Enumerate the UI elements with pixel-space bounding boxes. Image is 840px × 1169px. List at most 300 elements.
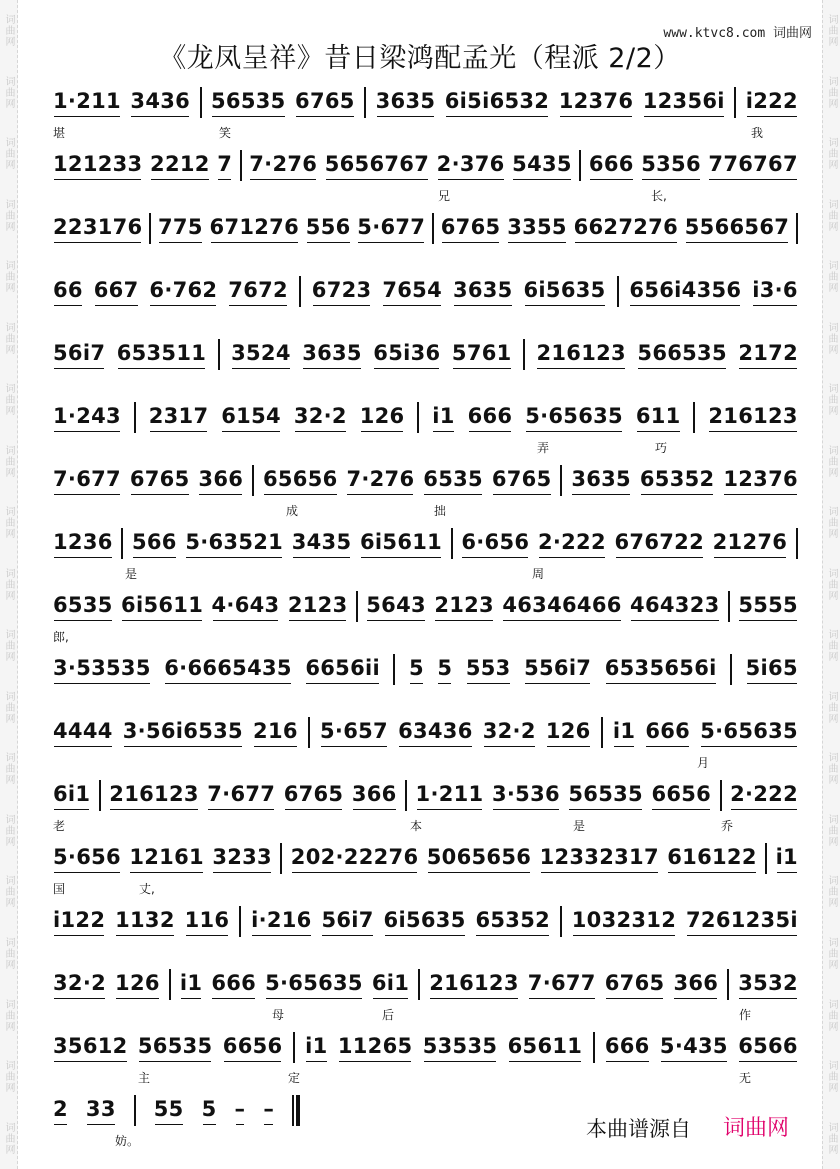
note-group: 2123 xyxy=(434,593,494,624)
note-group: 65656 xyxy=(263,467,338,498)
note-group: 616122 xyxy=(667,845,756,876)
note-group: 776767 xyxy=(708,152,797,183)
note-group: 556i7 xyxy=(524,656,591,687)
watermark-text: 词曲网 xyxy=(826,690,837,724)
note-group: 12332317 xyxy=(540,845,659,876)
bar-line xyxy=(418,969,420,1000)
watermark-text: 词曲网 xyxy=(826,629,837,663)
lyric-text: 兄 xyxy=(438,189,451,203)
lyric-text: 堪 xyxy=(53,126,66,140)
lyric-text: 郎, xyxy=(53,630,69,644)
note-group: 6i5611 xyxy=(121,593,203,624)
notation-line xyxy=(53,147,798,183)
note-group: 66 xyxy=(53,278,83,309)
lyric-text: 后 xyxy=(382,1008,395,1022)
note-group: 126 xyxy=(546,719,591,750)
note-group: 5656767 xyxy=(325,152,429,183)
note-group: i·216 xyxy=(251,908,312,939)
note-group: 6535 xyxy=(423,467,483,498)
note-group: 21276 xyxy=(713,530,788,561)
note-group: 1236 xyxy=(53,530,113,561)
note-group: 1·211 xyxy=(53,89,121,120)
bar-line xyxy=(149,213,151,244)
footer-brand-link[interactable]: 词曲网 xyxy=(723,1116,790,1141)
score-row xyxy=(53,273,798,336)
page-title: 《龙凤呈祥》昔日梁鸿配孟光（程派 2/2） xyxy=(159,43,681,74)
note-group: 3·53535 xyxy=(53,656,151,687)
lyric-text: 是 xyxy=(573,819,586,833)
note-group: 63436 xyxy=(398,719,473,750)
site-header[interactable]: www.ktvc8.com 词曲网 xyxy=(663,26,812,41)
note-group: 6627276 xyxy=(574,215,678,246)
score-row xyxy=(53,1029,798,1092)
watermark-text: 词曲网 xyxy=(826,75,837,109)
note-group: i1 xyxy=(776,845,798,876)
lyric-text: 作 xyxy=(739,1008,752,1022)
note-group: 3355 xyxy=(507,215,567,246)
end-bar-line xyxy=(292,1095,300,1126)
note-group: 65352 xyxy=(640,467,715,498)
note-group: 5065656 xyxy=(427,845,531,876)
notation-line xyxy=(53,210,798,246)
note-group: 202·22276 xyxy=(291,845,419,876)
note-group: 12376 xyxy=(723,467,798,498)
bar-line xyxy=(765,843,767,874)
watermark-text: 词曲网 xyxy=(826,875,837,909)
watermark-text: 词曲网 xyxy=(3,506,14,540)
note-group: 666 xyxy=(468,404,513,435)
note-group: 7654 xyxy=(382,278,442,309)
watermark-text: 词曲网 xyxy=(3,198,14,232)
watermark-text: 词曲网 xyxy=(826,260,837,294)
watermark-text: 词曲网 xyxy=(826,1121,837,1155)
note-group: 56i7 xyxy=(321,908,373,939)
note-group: 32·2 xyxy=(483,719,536,750)
score-row xyxy=(53,966,798,1029)
note-group: 3635 xyxy=(376,89,436,120)
note-group: 56535 xyxy=(138,1034,213,1065)
note-group: 6656 xyxy=(651,782,711,813)
lyric-text: 巧 xyxy=(655,441,668,455)
bar-line xyxy=(617,276,619,307)
watermark-text: 词曲网 xyxy=(826,198,837,232)
note-group: 3435 xyxy=(292,530,352,561)
lyric-text: 弄 xyxy=(537,441,550,455)
lyric-text: 定 xyxy=(288,1071,301,1085)
note-group: 3635 xyxy=(453,278,513,309)
note-group: 5 xyxy=(437,656,452,687)
watermark-text: 词曲网 xyxy=(826,321,837,355)
watermark-text: 词曲网 xyxy=(826,14,837,48)
watermark-text: 词曲网 xyxy=(3,752,14,786)
score-row xyxy=(53,840,798,903)
watermark-text: 词曲网 xyxy=(826,752,837,786)
lyric-text: 丈, xyxy=(139,882,155,896)
bar-line xyxy=(121,528,123,559)
note-group: 4·643 xyxy=(212,593,280,624)
note-group: 12376 xyxy=(559,89,634,120)
bar-line xyxy=(796,213,798,244)
note-group: 7·677 xyxy=(207,782,275,813)
note-group: 2123 xyxy=(288,593,348,624)
note-group: 6i5635 xyxy=(524,278,606,309)
bar-line xyxy=(730,654,732,685)
score-row xyxy=(53,210,798,273)
watermark-text: 词曲网 xyxy=(3,998,14,1032)
note-group: 666 xyxy=(645,719,690,750)
note-group: 366 xyxy=(198,467,243,498)
lyric-text: 乔 xyxy=(721,819,734,833)
note-group: 121233 xyxy=(53,152,142,183)
watermark-text: 词曲网 xyxy=(3,813,14,847)
bar-line xyxy=(693,402,695,433)
note-group: 5i65 xyxy=(746,656,798,687)
bar-line xyxy=(200,87,202,118)
note-group: 7261235i xyxy=(686,908,798,939)
notation-line xyxy=(53,588,798,624)
notation-line xyxy=(53,525,798,561)
lyric-text: 国 xyxy=(53,882,66,896)
watermark-text: 词曲网 xyxy=(3,936,14,970)
watermark-text: 词曲网 xyxy=(3,444,14,478)
note-group: 6723 xyxy=(312,278,372,309)
note-group: 7·276 xyxy=(249,152,317,183)
note-group: i222 xyxy=(746,89,798,120)
note-group: 116 xyxy=(185,908,230,939)
note-group: 5435 xyxy=(512,152,572,183)
note-group: 1·243 xyxy=(53,404,121,435)
note-group: 667 xyxy=(94,278,139,309)
bar-line xyxy=(169,969,171,1000)
bar-line xyxy=(432,213,434,244)
note-group: 1032312 xyxy=(572,908,676,939)
note-group: 6·762 xyxy=(149,278,217,309)
notation-line xyxy=(53,651,798,687)
note-group: 46346466 xyxy=(502,593,621,624)
notation-line xyxy=(53,336,798,372)
note-group: 6765 xyxy=(441,215,501,246)
watermark-text: 词曲网 xyxy=(826,936,837,970)
note-group: 556 xyxy=(306,215,351,246)
note-group: 216123 xyxy=(109,782,198,813)
note-group: 1132 xyxy=(115,908,175,939)
note-group: 6i5635 xyxy=(384,908,466,939)
note-group: 666 xyxy=(605,1034,650,1065)
note-group: 2212 xyxy=(150,152,210,183)
bar-line xyxy=(728,591,730,622)
watermark-text: 词曲网 xyxy=(3,629,14,663)
note-group: 12356i xyxy=(643,89,725,120)
note-group: 566535 xyxy=(637,341,726,372)
bar-line xyxy=(99,780,101,811)
bar-line xyxy=(451,528,453,559)
bar-line xyxy=(579,150,581,181)
note-group: 5761 xyxy=(452,341,512,372)
watermark-text: 词曲网 xyxy=(3,1121,14,1155)
bar-line xyxy=(720,780,722,811)
note-group: 6566 xyxy=(738,1034,798,1065)
watermark-text: 词曲网 xyxy=(3,1060,14,1094)
note-group: – xyxy=(235,1097,246,1128)
note-group: 3233 xyxy=(212,845,272,876)
bar-line xyxy=(134,1095,136,1126)
bar-line xyxy=(364,87,366,118)
note-group: i3·6 xyxy=(752,278,798,309)
note-group: i1 xyxy=(305,1034,327,1065)
note-group: 65i36 xyxy=(373,341,440,372)
watermark-text: 词曲网 xyxy=(3,383,14,417)
note-group: 216123 xyxy=(708,404,797,435)
note-group: 7·677 xyxy=(528,971,596,1002)
note-group: i1 xyxy=(432,404,454,435)
notation-line xyxy=(53,462,798,498)
note-group: 126 xyxy=(115,971,160,1002)
note-group: 6·6665435 xyxy=(164,656,292,687)
note-group: 2317 xyxy=(149,404,209,435)
note-group: 56535 xyxy=(211,89,286,120)
note-group: 5643 xyxy=(366,593,426,624)
note-group: 35612 xyxy=(53,1034,128,1065)
bar-line xyxy=(218,339,220,370)
note-group: 2·222 xyxy=(538,530,606,561)
note-group: 666 xyxy=(211,971,256,1002)
score-row xyxy=(53,903,798,966)
notation-line xyxy=(53,84,798,120)
note-group: 5555 xyxy=(738,593,798,624)
note-group: 2·222 xyxy=(730,782,798,813)
footer-source-label: 本曲谱源自 xyxy=(586,1117,691,1141)
watermark-text: 词曲网 xyxy=(826,506,837,540)
note-group: 366 xyxy=(352,782,397,813)
note-group: 12161 xyxy=(129,845,204,876)
note-group: 6765 xyxy=(295,89,355,120)
note-group: 656i4356 xyxy=(629,278,741,309)
bar-line xyxy=(308,717,310,748)
lyric-text: 是 xyxy=(125,567,138,581)
watermark-text: 词曲网 xyxy=(3,260,14,294)
note-group: 216 xyxy=(253,719,298,750)
notation-line xyxy=(53,903,798,939)
note-group: 6i5611 xyxy=(360,530,442,561)
note-group: 6765 xyxy=(492,467,552,498)
note-group: 6i1 xyxy=(53,782,90,813)
note-group: 3524 xyxy=(231,341,291,372)
score-row xyxy=(53,147,798,210)
bar-line xyxy=(134,402,136,433)
bar-line xyxy=(240,150,242,181)
note-group: 666 xyxy=(589,152,634,183)
note-group: 33 xyxy=(86,1097,116,1128)
note-group: 7·677 xyxy=(53,467,121,498)
note-group: 2·376 xyxy=(437,152,505,183)
note-group: 216123 xyxy=(536,341,625,372)
note-group: 464323 xyxy=(630,593,719,624)
note-group: 6535656i xyxy=(605,656,717,687)
note-group: 3532 xyxy=(738,971,798,1002)
note-group: i1 xyxy=(180,971,202,1002)
note-group: 56i7 xyxy=(53,341,105,372)
score-row xyxy=(53,714,798,777)
bar-line xyxy=(417,402,419,433)
note-group: – xyxy=(263,1097,274,1128)
jianpu-score xyxy=(53,84,798,1155)
bar-line xyxy=(293,1032,295,1063)
watermark-text: 词曲网 xyxy=(3,14,14,48)
watermark-text: 词曲网 xyxy=(826,383,837,417)
notation-line xyxy=(53,399,798,435)
lyric-text: 无 xyxy=(739,1071,752,1085)
lyric-text: 笑 xyxy=(219,126,232,140)
note-group: 53535 xyxy=(423,1034,498,1065)
lyric-text: 成 xyxy=(286,504,299,518)
note-group: 65352 xyxy=(475,908,550,939)
bar-line xyxy=(560,906,562,937)
note-group: 653511 xyxy=(117,341,206,372)
note-group: 223176 xyxy=(53,215,142,246)
note-group: 775 xyxy=(158,215,203,246)
lyric-text: 妨。 xyxy=(115,1134,140,1148)
note-group: 671276 xyxy=(210,215,299,246)
score-row xyxy=(53,588,798,651)
lyric-text: 母 xyxy=(272,1008,285,1022)
lyric-text: 长, xyxy=(651,189,667,203)
bar-line xyxy=(239,906,241,937)
score-row xyxy=(53,462,798,525)
lyric-text: 主 xyxy=(138,1071,151,1085)
watermark-text: 词曲网 xyxy=(826,998,837,1032)
score-row xyxy=(53,336,798,399)
note-group: 3436 xyxy=(130,89,190,120)
note-group: 676722 xyxy=(615,530,704,561)
bar-line xyxy=(593,1032,595,1063)
note-group: 32·2 xyxy=(53,971,106,1002)
note-group: 5·656 xyxy=(53,845,121,876)
note-group: i122 xyxy=(53,908,105,939)
lyric-text: 周 xyxy=(532,567,545,581)
note-group: 4444 xyxy=(53,719,113,750)
bar-line xyxy=(252,465,254,496)
note-group: 5·65635 xyxy=(525,404,623,435)
note-group: 2172 xyxy=(738,341,798,372)
note-group: 6154 xyxy=(221,404,281,435)
note-group: 5·677 xyxy=(357,215,425,246)
watermark-text: 词曲网 xyxy=(3,690,14,724)
notation-line xyxy=(53,273,798,309)
bar-line xyxy=(796,528,798,559)
note-group: 55 xyxy=(154,1097,184,1128)
note-group: 3·536 xyxy=(492,782,560,813)
note-group: 5566567 xyxy=(685,215,789,246)
bar-line xyxy=(393,654,395,685)
note-group: 6i1 xyxy=(372,971,409,1002)
note-group: 6i5i6532 xyxy=(445,89,549,120)
watermark-text: 词曲网 xyxy=(3,75,14,109)
note-group: 7672 xyxy=(228,278,288,309)
watermark-text: 词曲网 xyxy=(826,137,837,171)
note-group: 32·2 xyxy=(294,404,347,435)
note-group: 5·657 xyxy=(320,719,388,750)
note-group: i1 xyxy=(613,719,635,750)
note-group: 65611 xyxy=(508,1034,583,1065)
watermark-text: 词曲网 xyxy=(3,321,14,355)
note-group: 6765 xyxy=(605,971,665,1002)
watermark-text: 词曲网 xyxy=(826,444,837,478)
bar-line xyxy=(601,717,603,748)
score-row xyxy=(53,651,798,714)
watermark-text: 词曲网 xyxy=(3,875,14,909)
lyric-text: 拙 xyxy=(434,504,447,518)
notation-line xyxy=(53,966,798,1002)
note-group: 7·276 xyxy=(346,467,414,498)
watermark-text: 词曲网 xyxy=(3,567,14,601)
watermark-text: 词曲网 xyxy=(826,813,837,847)
note-group: 611 xyxy=(636,404,681,435)
note-group: 6765 xyxy=(130,467,190,498)
note-group: 6656ii xyxy=(305,656,380,687)
right-watermark-strip xyxy=(822,0,840,1169)
note-group: 3·56i6535 xyxy=(123,719,243,750)
bar-line xyxy=(405,780,407,811)
lyric-text: 我 xyxy=(751,126,764,140)
bar-line xyxy=(523,339,525,370)
note-group: 5356 xyxy=(641,152,701,183)
lyric-text: 本 xyxy=(410,819,423,833)
notation-line xyxy=(53,1029,798,1065)
notation-line xyxy=(53,840,798,876)
watermark-text: 词曲网 xyxy=(826,1060,837,1094)
bar-line xyxy=(356,591,358,622)
note-group: 11265 xyxy=(338,1034,413,1065)
note-group: 366 xyxy=(673,971,718,1002)
lyric-text: 老 xyxy=(53,819,66,833)
bar-line xyxy=(734,87,736,118)
note-group: 5·65635 xyxy=(700,719,798,750)
score-row xyxy=(53,399,798,462)
note-group: 5·435 xyxy=(660,1034,728,1065)
bar-line xyxy=(299,276,301,307)
note-group: 6535 xyxy=(53,593,113,624)
note-group: 6765 xyxy=(284,782,344,813)
bar-line xyxy=(560,465,562,496)
watermark-text: 词曲网 xyxy=(3,137,14,171)
note-group: 5·63521 xyxy=(185,530,283,561)
score-row xyxy=(53,84,798,147)
note-group: 6·656 xyxy=(461,530,529,561)
note-group: 7 xyxy=(217,152,232,183)
bar-line xyxy=(727,969,729,1000)
lyric-text: 月 xyxy=(697,756,710,770)
note-group: 216123 xyxy=(429,971,518,1002)
note-group: 3635 xyxy=(571,467,631,498)
note-group: 1·211 xyxy=(416,782,484,813)
note-group: 5 xyxy=(202,1097,217,1128)
notation-line xyxy=(53,714,798,750)
score-row xyxy=(53,777,798,840)
note-group: 5·65635 xyxy=(265,971,363,1002)
note-group: 56535 xyxy=(568,782,643,813)
score-row xyxy=(53,525,798,588)
note-group: 6656 xyxy=(223,1034,283,1065)
note-group: 553 xyxy=(466,656,511,687)
bar-line xyxy=(280,843,282,874)
watermark-text: 词曲网 xyxy=(826,567,837,601)
note-group: 3635 xyxy=(302,341,362,372)
notation-line xyxy=(53,777,798,813)
note-group: 5 xyxy=(409,656,424,687)
note-group: 566 xyxy=(132,530,177,561)
note-group: 2 xyxy=(53,1097,68,1128)
left-watermark-strip xyxy=(0,0,18,1169)
